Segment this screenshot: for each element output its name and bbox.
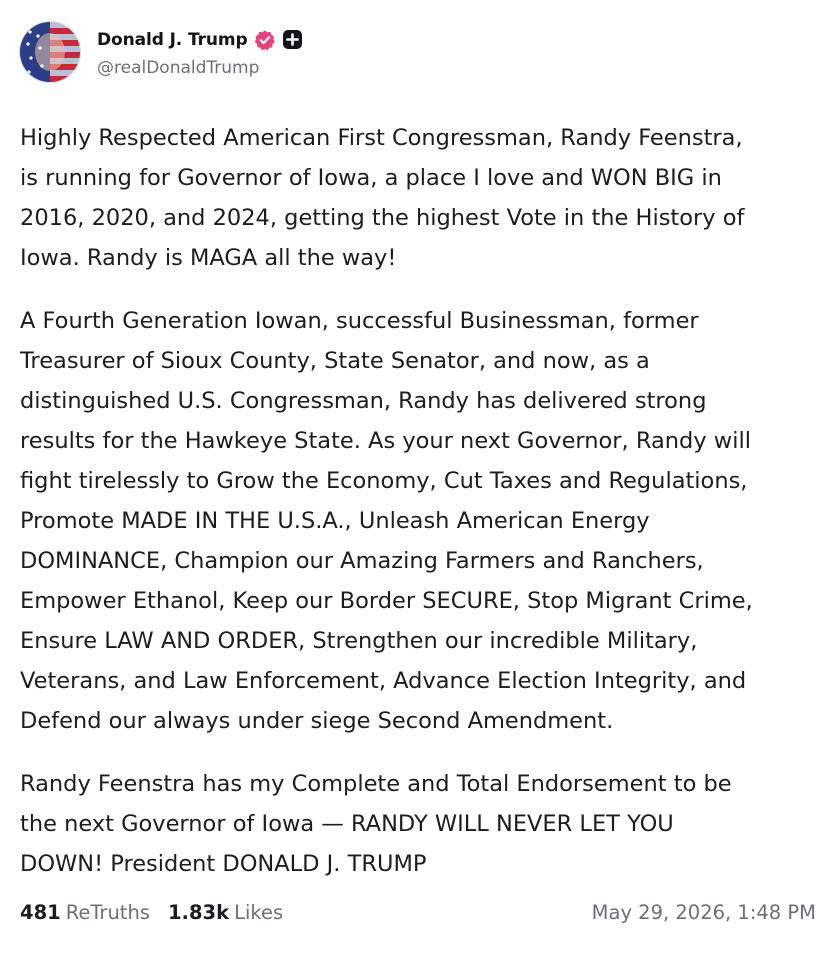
avatar[interactable] [20, 22, 80, 82]
likes-count: 1.83k [167, 900, 230, 924]
post-timestamp[interactable]: May 29, 2026, 1:48 PM [591, 900, 816, 924]
author-handle[interactable]: @realDonaldTrump [97, 57, 260, 78]
post-stats [20, 901, 283, 924]
author-name-row [97, 27, 303, 53]
author-identity [97, 27, 303, 78]
author-display-name[interactable]: Donald J. Trump [97, 29, 248, 50]
likes-label: Likes [234, 900, 284, 924]
retruths-stat[interactable] [20, 901, 150, 924]
likes-stat[interactable] [168, 901, 283, 924]
post-footer [20, 892, 816, 932]
post-paragraph-3: Randy Feenstra has my Complete and Total Endorsement to be the next Governor of Iowa — RANDY WILL NEVER LET YOU DOWN! President DONALD J. TRUMP [20, 771, 732, 877]
retruths-label: ReTruths [65, 900, 150, 924]
post-paragraph-1: Highly Respected American First Congressman, Randy Feenstra, is running for Governor of Iowa, a place I love and WON BIG in 2016, 2020, and 2024, getting the highest Vote in the History of Iowa. Randy is MAGA all the way! [20, 125, 745, 271]
verified-badge-icon [254, 29, 276, 51]
retruths-count: 481 [20, 900, 61, 924]
plus-badge-icon [282, 29, 303, 50]
avatar-image [20, 22, 80, 82]
post-header [20, 20, 303, 84]
post-paragraph-2: A Fourth Generation Iowan, successful Businessman, former Treasurer of Sioux County, State Senator, and now, as a distinguished U.S. Congressman, Randy has delivered strong results for the Hawkeye State. As your next Governor, Randy will fight tirelessly to Grow the Economy, Cut Taxes and Regulations, Promote MADE IN THE U.S.A., Unleash American Energy DOMINANCE, Champion our Amazing Farmers and Ranchers, Empower Ethanol, Keep our Border SECURE, Stop Migrant Crime, Ensure LAW AND ORDER, Strengthen our incredible Military, Veterans, and Law Enforcement, Advance Election Integrity, and Defend our always under siege Second Amendment. [20, 308, 753, 734]
post-body [20, 118, 820, 884]
